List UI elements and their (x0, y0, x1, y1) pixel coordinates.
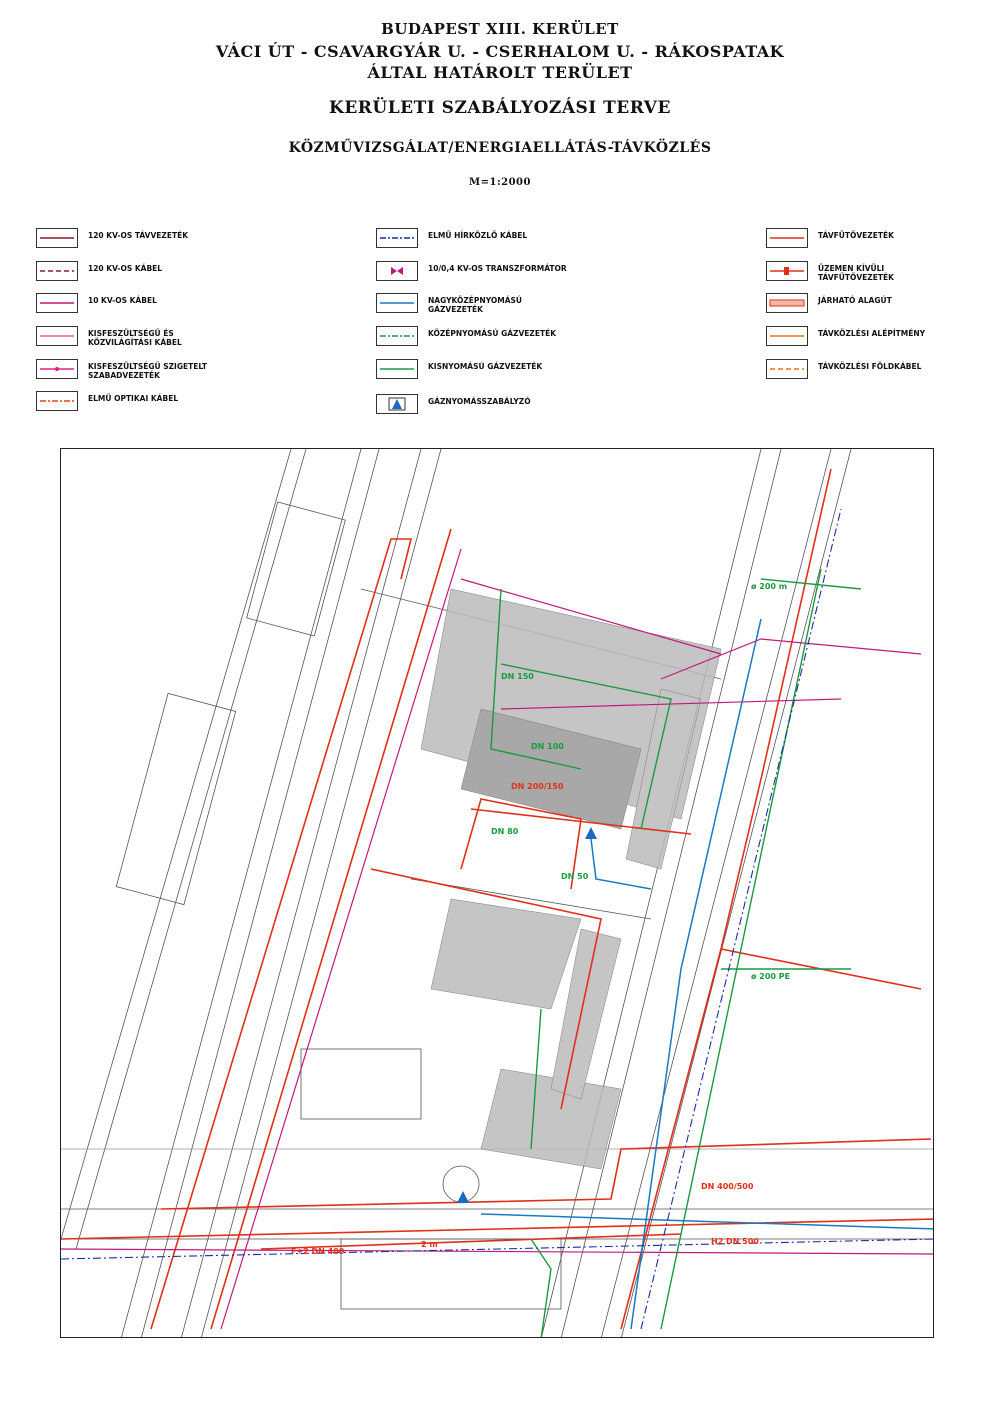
legend-symbol (766, 293, 808, 313)
title-line-1: BUDAPEST XIII. KERÜLET (381, 20, 619, 38)
legend-symbol-graphic (767, 327, 807, 345)
legend-label: ÜZEMEN KÍVÜLI TÁVFŰTŐVEZETÉK (818, 264, 894, 282)
map-label: DN 400/500 (701, 1182, 754, 1191)
legend-label: GÁZNYOMÁSSZABÁLYZÓ (428, 397, 531, 406)
legend-label: 10/0,4 KV-OS TRANSZFORMÁTOR (428, 264, 567, 273)
legend-label: TÁVFŰTŐVEZETÉK (818, 231, 894, 240)
legend-symbol (376, 293, 418, 313)
legend-label: KISFESZÜLTSÉGŰ ÉS KÖZVILÁGÍTÁSI KÁBEL (88, 329, 182, 347)
legend-symbol (766, 228, 808, 248)
legend-symbol (36, 359, 78, 379)
legend-mark (784, 267, 789, 275)
legend-label: TÁVKÖZLÉSI FÖLDKÁBEL (818, 362, 922, 371)
map-label: DN 150 (501, 672, 534, 681)
cadastral-lines (61, 449, 934, 1338)
legend-symbol-graphic (37, 294, 77, 312)
scale-label: M=1:2000 (469, 177, 531, 188)
map-label: H2 DN 500 (711, 1237, 759, 1246)
district-heating-lines (61, 469, 934, 1329)
legend-symbol-graphic (377, 262, 417, 280)
legend-symbol (376, 359, 418, 379)
legend-symbol-graphic (37, 229, 77, 247)
legend-symbol-graphic (377, 395, 417, 413)
map-label: ø 200 m (751, 582, 788, 591)
legend-label: KISNYOMÁSÚ GÁZVEZETÉK (428, 362, 543, 371)
legend-label: TÁVKÖZLÉSI ALÉPÍTMÉNY (818, 329, 926, 338)
legend-label: 120 KV-OS KÁBEL (88, 264, 163, 273)
legend-label: JÁRHATÓ ALAGÚT (818, 296, 892, 305)
legend-symbol-graphic (767, 360, 807, 378)
legend-symbol (376, 228, 418, 248)
map-label: DN 100 (531, 742, 564, 751)
legend-mark (397, 267, 403, 275)
legend-symbol (36, 261, 78, 281)
legend-symbol (766, 326, 808, 346)
legend-symbol-graphic (767, 229, 807, 247)
legend-symbol-graphic (767, 294, 807, 312)
legend-symbol (766, 359, 808, 379)
legend-label: ELMŰ HÍRKÖZLŐ KÁBEL (428, 231, 528, 240)
legend-label: 10 KV-OS KÁBEL (88, 296, 157, 305)
legend-symbol-graphic (377, 294, 417, 312)
legend-symbol-graphic (37, 262, 77, 280)
map-label: DN 200/150 (511, 782, 564, 791)
map-label: 2 m (421, 1240, 438, 1249)
legend-symbol (36, 326, 78, 346)
legend-symbol (376, 261, 418, 281)
legend-symbol-graphic (377, 327, 417, 345)
legend-label: 120 KV-OS TÁVVEZETÉK (88, 231, 189, 240)
plan-title: KERÜLETI SZABÁLYOZÁSI TERVE (329, 98, 671, 118)
legend-symbol (376, 394, 418, 414)
legend-symbol-graphic (37, 327, 77, 345)
legend-symbol (766, 261, 808, 281)
legend (0, 0, 1000, 430)
legend-symbol (36, 391, 78, 411)
map-label: DN 50 (561, 872, 589, 881)
legend-mark (55, 367, 59, 371)
legend-label: NAGYKÖZÉPNYOMÁSÚ GÁZVEZETÉK (428, 296, 522, 314)
legend-symbol (36, 228, 78, 248)
legend-label: KISFESZÜLTSÉGŰ SZIGETELT SZABADVEZETÉK (88, 362, 208, 380)
legend-symbol-graphic (37, 392, 77, 410)
title-line-3: ÁLTAL HATÁROLT TERÜLET (367, 63, 633, 82)
map-label: DN 80 (491, 827, 519, 836)
legend-symbol-graphic (767, 262, 807, 280)
legend-symbol-graphic (377, 360, 417, 378)
title-line-2: VÁCI ÚT - CSAVARGYÁR U. - CSERHALOM U. - RÁKOSPATAK (215, 42, 785, 61)
legend-symbol (376, 326, 418, 346)
legend-mark (770, 300, 804, 306)
map-drawing (61, 449, 934, 1338)
legend-mark (391, 267, 397, 275)
legend-mark (392, 399, 402, 409)
legend-label: KÖZÉPNYOMÁSÚ GÁZVEZETÉK (428, 329, 557, 338)
utility-map (60, 448, 934, 1338)
legend-symbol (36, 293, 78, 313)
legend-symbol-graphic (377, 229, 417, 247)
legend-label: ELMŰ OPTIKAI KÁBEL (88, 394, 179, 403)
map-label: F+2 DN 400 (291, 1247, 345, 1256)
legend-symbol-graphic (37, 360, 77, 378)
map-label: ø 200 PE (751, 972, 791, 981)
plan-subtitle: KÖZMŰVIZSGÁLAT/ENERGIAELLÁTÁS-TÁVKÖZLÉS (288, 140, 712, 156)
